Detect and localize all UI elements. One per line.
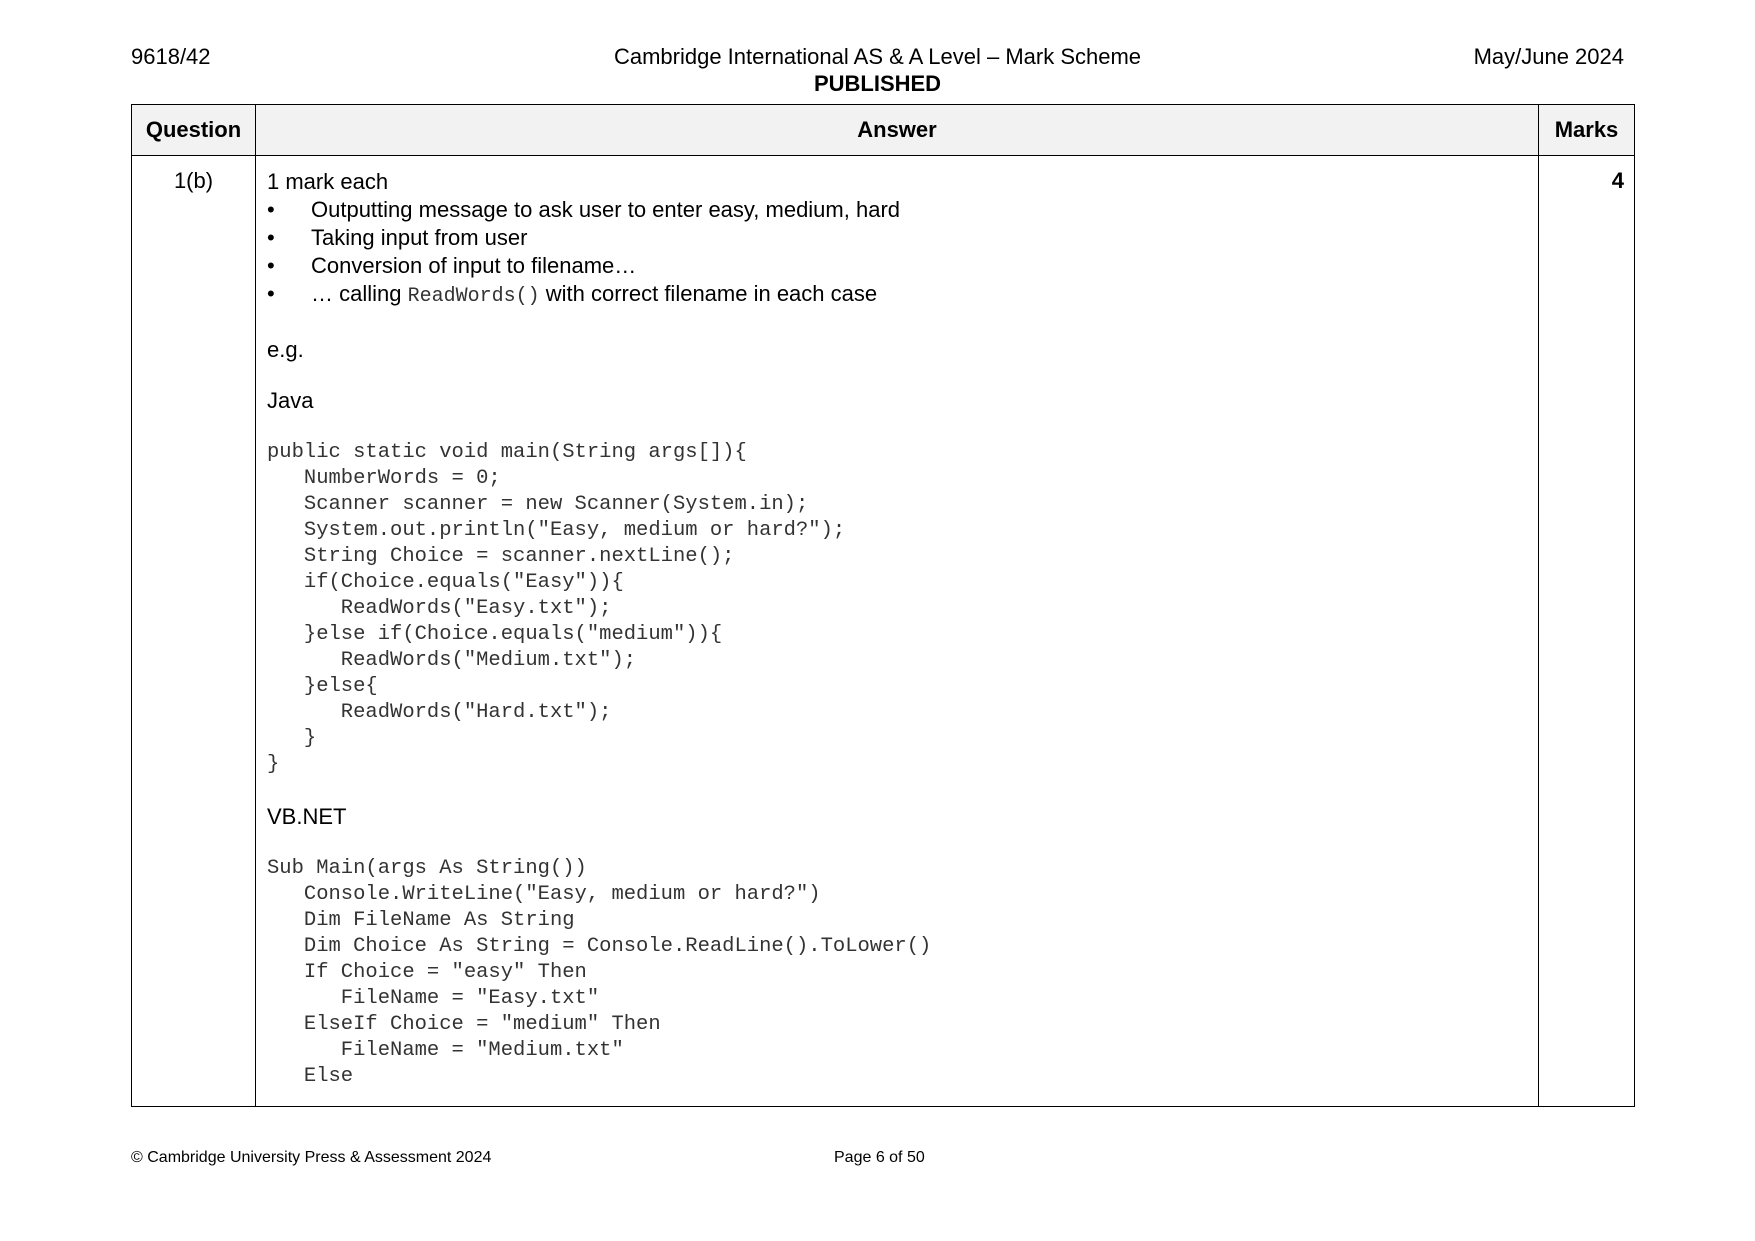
code-line: FileName = "Medium.txt"	[267, 1039, 624, 1062]
code-line: public static void main(String args[]){	[267, 441, 747, 464]
list-item: • Conversion of input to filename…	[267, 252, 1538, 280]
copyright-notice: © Cambridge University Press & Assessment 2024	[131, 1149, 492, 1166]
code-line: }	[267, 753, 280, 776]
code-line: }else if(Choice.equals("medium")){	[267, 623, 723, 646]
list-item: • Taking input from user	[267, 224, 1538, 252]
code-line: ReadWords("Hard.txt");	[267, 701, 612, 724]
example-label: e.g.	[267, 337, 304, 362]
bullet-text-after: with correct filename in each case	[539, 281, 878, 306]
table-header-row	[132, 105, 1635, 156]
java-label: Java	[267, 388, 314, 413]
code-line: Dim FileName As String	[267, 909, 575, 932]
mark-scheme-table	[131, 104, 1635, 1107]
marks-value: 4	[1539, 156, 1635, 1107]
code-line: }	[267, 727, 317, 750]
document-title: Cambridge International AS & A Level – Mark Scheme	[613, 44, 1142, 69]
inline-code-readwords: ReadWords()	[407, 285, 540, 308]
code-line: if(Choice.equals("Easy")){	[267, 571, 624, 594]
code-line: NumberWords = 0;	[267, 467, 501, 490]
code-line: ReadWords("Medium.txt");	[267, 649, 637, 672]
published-label: PUBLISHED	[813, 71, 942, 96]
code-line: String Choice = scanner.nextLine();	[267, 545, 735, 568]
question-number: 1(b)	[132, 156, 256, 1107]
page-number: Page 6 of 50	[834, 1149, 925, 1166]
bullet-text-before: … calling	[311, 281, 408, 306]
code-line: }else{	[267, 675, 378, 698]
java-code-block	[267, 440, 1538, 778]
code-line: Console.WriteLine("Easy, medium or hard?")	[267, 883, 821, 906]
code-line: Scanner scanner = new Scanner(System.in);	[267, 493, 809, 516]
code-line: ElseIf Choice = "medium" Then	[267, 1013, 661, 1036]
marks-column-header: Marks	[1539, 105, 1635, 156]
exam-session: May/June 2024	[1473, 44, 1624, 69]
mark-points-list	[267, 196, 1538, 311]
code-line: Sub Main(args As String())	[267, 857, 587, 880]
code-line: Dim Choice As String = Console.ReadLine().ToLower()	[267, 935, 932, 958]
mark-intro: 1 mark each	[267, 169, 389, 194]
answer-cell	[256, 156, 1539, 1107]
vbnet-label: VB.NET	[267, 804, 347, 829]
code-line: System.out.println("Easy, medium or hard?");	[267, 519, 846, 542]
vbnet-code-block	[267, 856, 1538, 1090]
list-item	[267, 280, 1538, 311]
answer-column-header: Answer	[256, 105, 1539, 156]
code-line: ReadWords("Easy.txt");	[267, 597, 612, 620]
list-item: • Outputting message to ask user to enter easy, medium, hard	[267, 196, 1538, 224]
paper-code: 9618/42	[131, 44, 211, 69]
code-line: If Choice = "easy" Then	[267, 961, 587, 984]
table-row	[132, 156, 1635, 1107]
question-column-header: Question	[132, 105, 256, 156]
code-line: FileName = "Easy.txt"	[267, 987, 600, 1010]
code-line: Else	[267, 1065, 354, 1088]
